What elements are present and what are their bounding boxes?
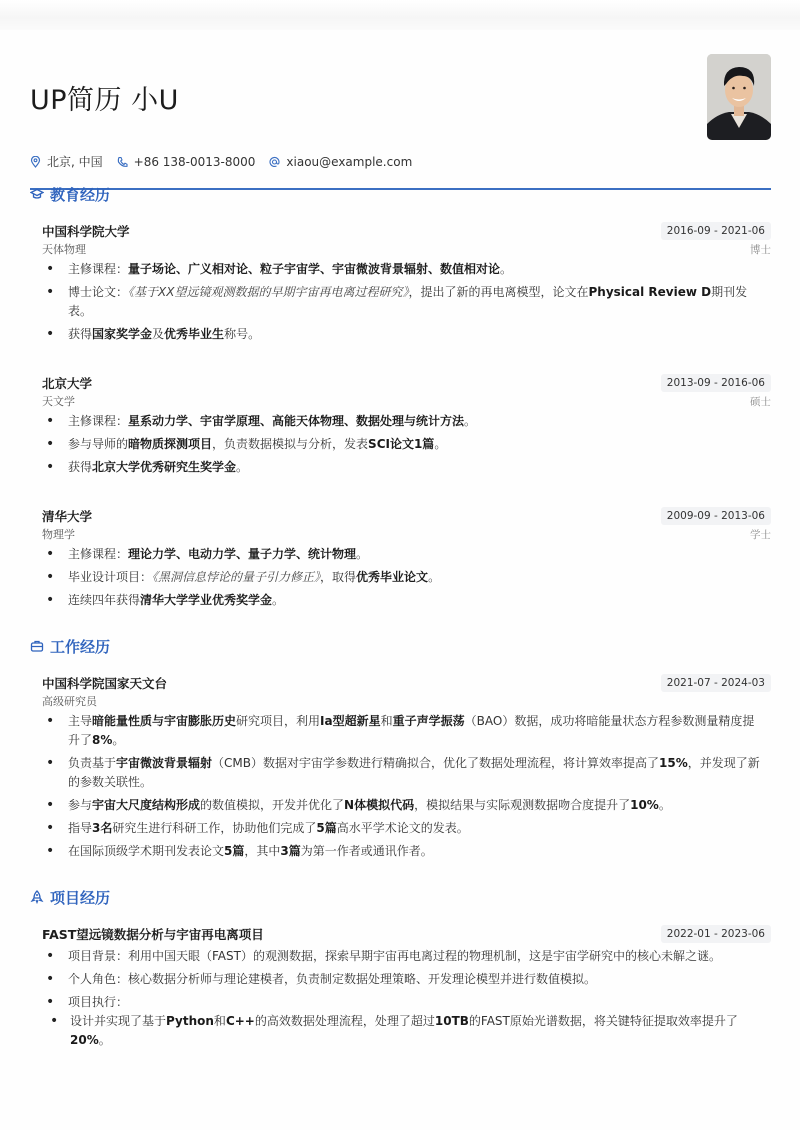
profile-photo bbox=[707, 54, 771, 140]
sub-bullet-list bbox=[42, 1012, 771, 1050]
candidate-name: UP简历 小U bbox=[30, 85, 179, 116]
date-badge: 2009-09 - 2013-06 bbox=[661, 507, 771, 525]
bullet-item: • 在国际顶级学术期刊发表论文5篇，其中3篇为第一作者或通讯作者。 bbox=[42, 842, 771, 861]
bullet-item: • 参与导师的暗物质探测项目，负责数据模拟与分析，发表SCI论文1篇。 bbox=[42, 435, 771, 454]
bullet-item: • 项目执行： bbox=[42, 993, 771, 1012]
bullet-item: • 负责基于宇宙微波背景辐射（CMB）数据对宇宙学参数进行精确拟合，优化了数据处理流程，将计算效率提高了15%，并发现了新的参数关联性。 bbox=[42, 754, 771, 792]
resume-sections bbox=[30, 182, 771, 1054]
bullet-item: • 毕业设计项目：《黑洞信息悖论的量子引力修正》，取得优秀毕业论文。 bbox=[42, 568, 771, 587]
degree: 硕士 bbox=[750, 396, 771, 408]
bullet-item: • 设计并实现了基于Python和C++的高效数据处理流程，处理了超过10TB的FAST原始光谱数据，将关键特征提取效率提升了20%。 bbox=[42, 1012, 771, 1050]
date-badge: 2013-09 - 2016-06 bbox=[661, 374, 771, 392]
bullet-list bbox=[42, 712, 771, 861]
bullet-list bbox=[42, 947, 771, 1012]
school-name: 北京大学 bbox=[42, 376, 93, 391]
education-entry bbox=[30, 505, 771, 610]
major: 天体物理 bbox=[42, 243, 86, 256]
bullet-item: • 主修课程：量子场论、广义相对论、粒子宇宙学、宇宙微波背景辐射、数值相对论。 bbox=[42, 260, 771, 279]
work-title: 工作经历 bbox=[50, 637, 111, 656]
major: 天文学 bbox=[42, 395, 75, 408]
date-badge: 2022-01 - 2023-06 bbox=[661, 925, 771, 943]
at-sign-icon bbox=[269, 156, 280, 168]
email-text: xiaou@example.com bbox=[286, 154, 413, 169]
degree: 学士 bbox=[750, 529, 771, 541]
date-badge: 2021-07 - 2024-03 bbox=[661, 674, 771, 692]
graduation-cap-icon bbox=[30, 188, 44, 200]
bullet-item: • 博士论文：《基于XX望远镜观测数据的早期宇宙再电离过程研究》，提出了新的再电离模型，论文在Physical Review D期刊发表。 bbox=[42, 283, 771, 321]
bullet-item: • 指导3名研究生进行科研工作，协助他们完成了5篇高水平学术论文的发表。 bbox=[42, 819, 771, 838]
bullet-item: • 项目背景：利用中国天眼（FAST）的观测数据，探索早期宇宙再电离过程的物理机制，这是宇宙学研究中的核心未解之谜。 bbox=[42, 947, 771, 966]
bullet-item: • 获得北京大学优秀研究生奖学金。 bbox=[42, 458, 771, 477]
bullet-item: • 主修课程：理论力学、电动力学、量子力学、统计物理。 bbox=[42, 545, 771, 564]
education-section bbox=[30, 182, 771, 610]
project-entry bbox=[30, 923, 771, 1050]
bullet-item: • 参与宇宙大尺度结构形成的数值模拟，开发并优化了N体模拟代码，模拟结果与实际观测数据吻合度提升了10%。 bbox=[42, 796, 771, 815]
location-text: 北京, 中国 bbox=[47, 155, 103, 169]
resume-header bbox=[30, 30, 771, 169]
education-title: 教育经历 bbox=[50, 185, 111, 204]
bullet-item: • 个人角色：核心数据分析师与理论建模者，负责制定数据处理策略、开发理论模型并进行数值模拟。 bbox=[42, 970, 771, 989]
major: 物理学 bbox=[42, 528, 75, 541]
project-name: FAST望远镜数据分析与宇宙再电离项目 bbox=[42, 927, 264, 942]
education-entry bbox=[30, 372, 771, 477]
degree: 博士 bbox=[750, 244, 771, 256]
school-name: 清华大学 bbox=[42, 509, 93, 524]
top-shadow-bar bbox=[0, 0, 800, 30]
contact-phone[interactable] bbox=[117, 155, 256, 169]
phone-icon bbox=[117, 156, 128, 168]
school-name: 中国科学院大学 bbox=[42, 224, 130, 239]
work-section bbox=[30, 634, 771, 861]
bullet-list bbox=[42, 545, 771, 610]
bullet-list bbox=[42, 260, 771, 344]
rocket-icon bbox=[30, 890, 44, 904]
phone-text: +86 138-0013-8000 bbox=[133, 154, 256, 169]
bullet-item: • 主修课程：星系动力学、宇宙学原理、高能天体物理、数据处理与统计方法。 bbox=[42, 412, 771, 431]
briefcase-icon bbox=[30, 640, 44, 652]
work-entry bbox=[30, 672, 771, 861]
location-pin-icon bbox=[30, 156, 41, 168]
date-badge: 2016-09 - 2021-06 bbox=[661, 222, 771, 240]
contact-location bbox=[30, 153, 103, 170]
contact-email[interactable] bbox=[269, 155, 412, 169]
role: 高级研究员 bbox=[42, 695, 97, 708]
education-entry bbox=[30, 220, 771, 344]
bullet-item: • 主导暗能量性质与宇宙膨胀历史研究项目，利用Ia型超新星和重子声学振荡（BAO）数据，成功将暗能量状态方程参数测量精度提升了8%。 bbox=[42, 712, 771, 750]
work-heading bbox=[30, 634, 771, 658]
projects-title: 项目经历 bbox=[50, 888, 111, 907]
bullet-item: • 获得国家奖学金及优秀毕业生称号。 bbox=[42, 325, 771, 344]
projects-section bbox=[30, 885, 771, 1050]
education-heading bbox=[30, 182, 771, 206]
bullet-list bbox=[42, 412, 771, 477]
company-name: 中国科学院国家天文台 bbox=[42, 676, 168, 691]
contact-row bbox=[30, 153, 426, 170]
bullet-item: • 连续四年获得清华大学学业优秀奖学金。 bbox=[42, 591, 771, 610]
projects-heading bbox=[30, 885, 771, 909]
